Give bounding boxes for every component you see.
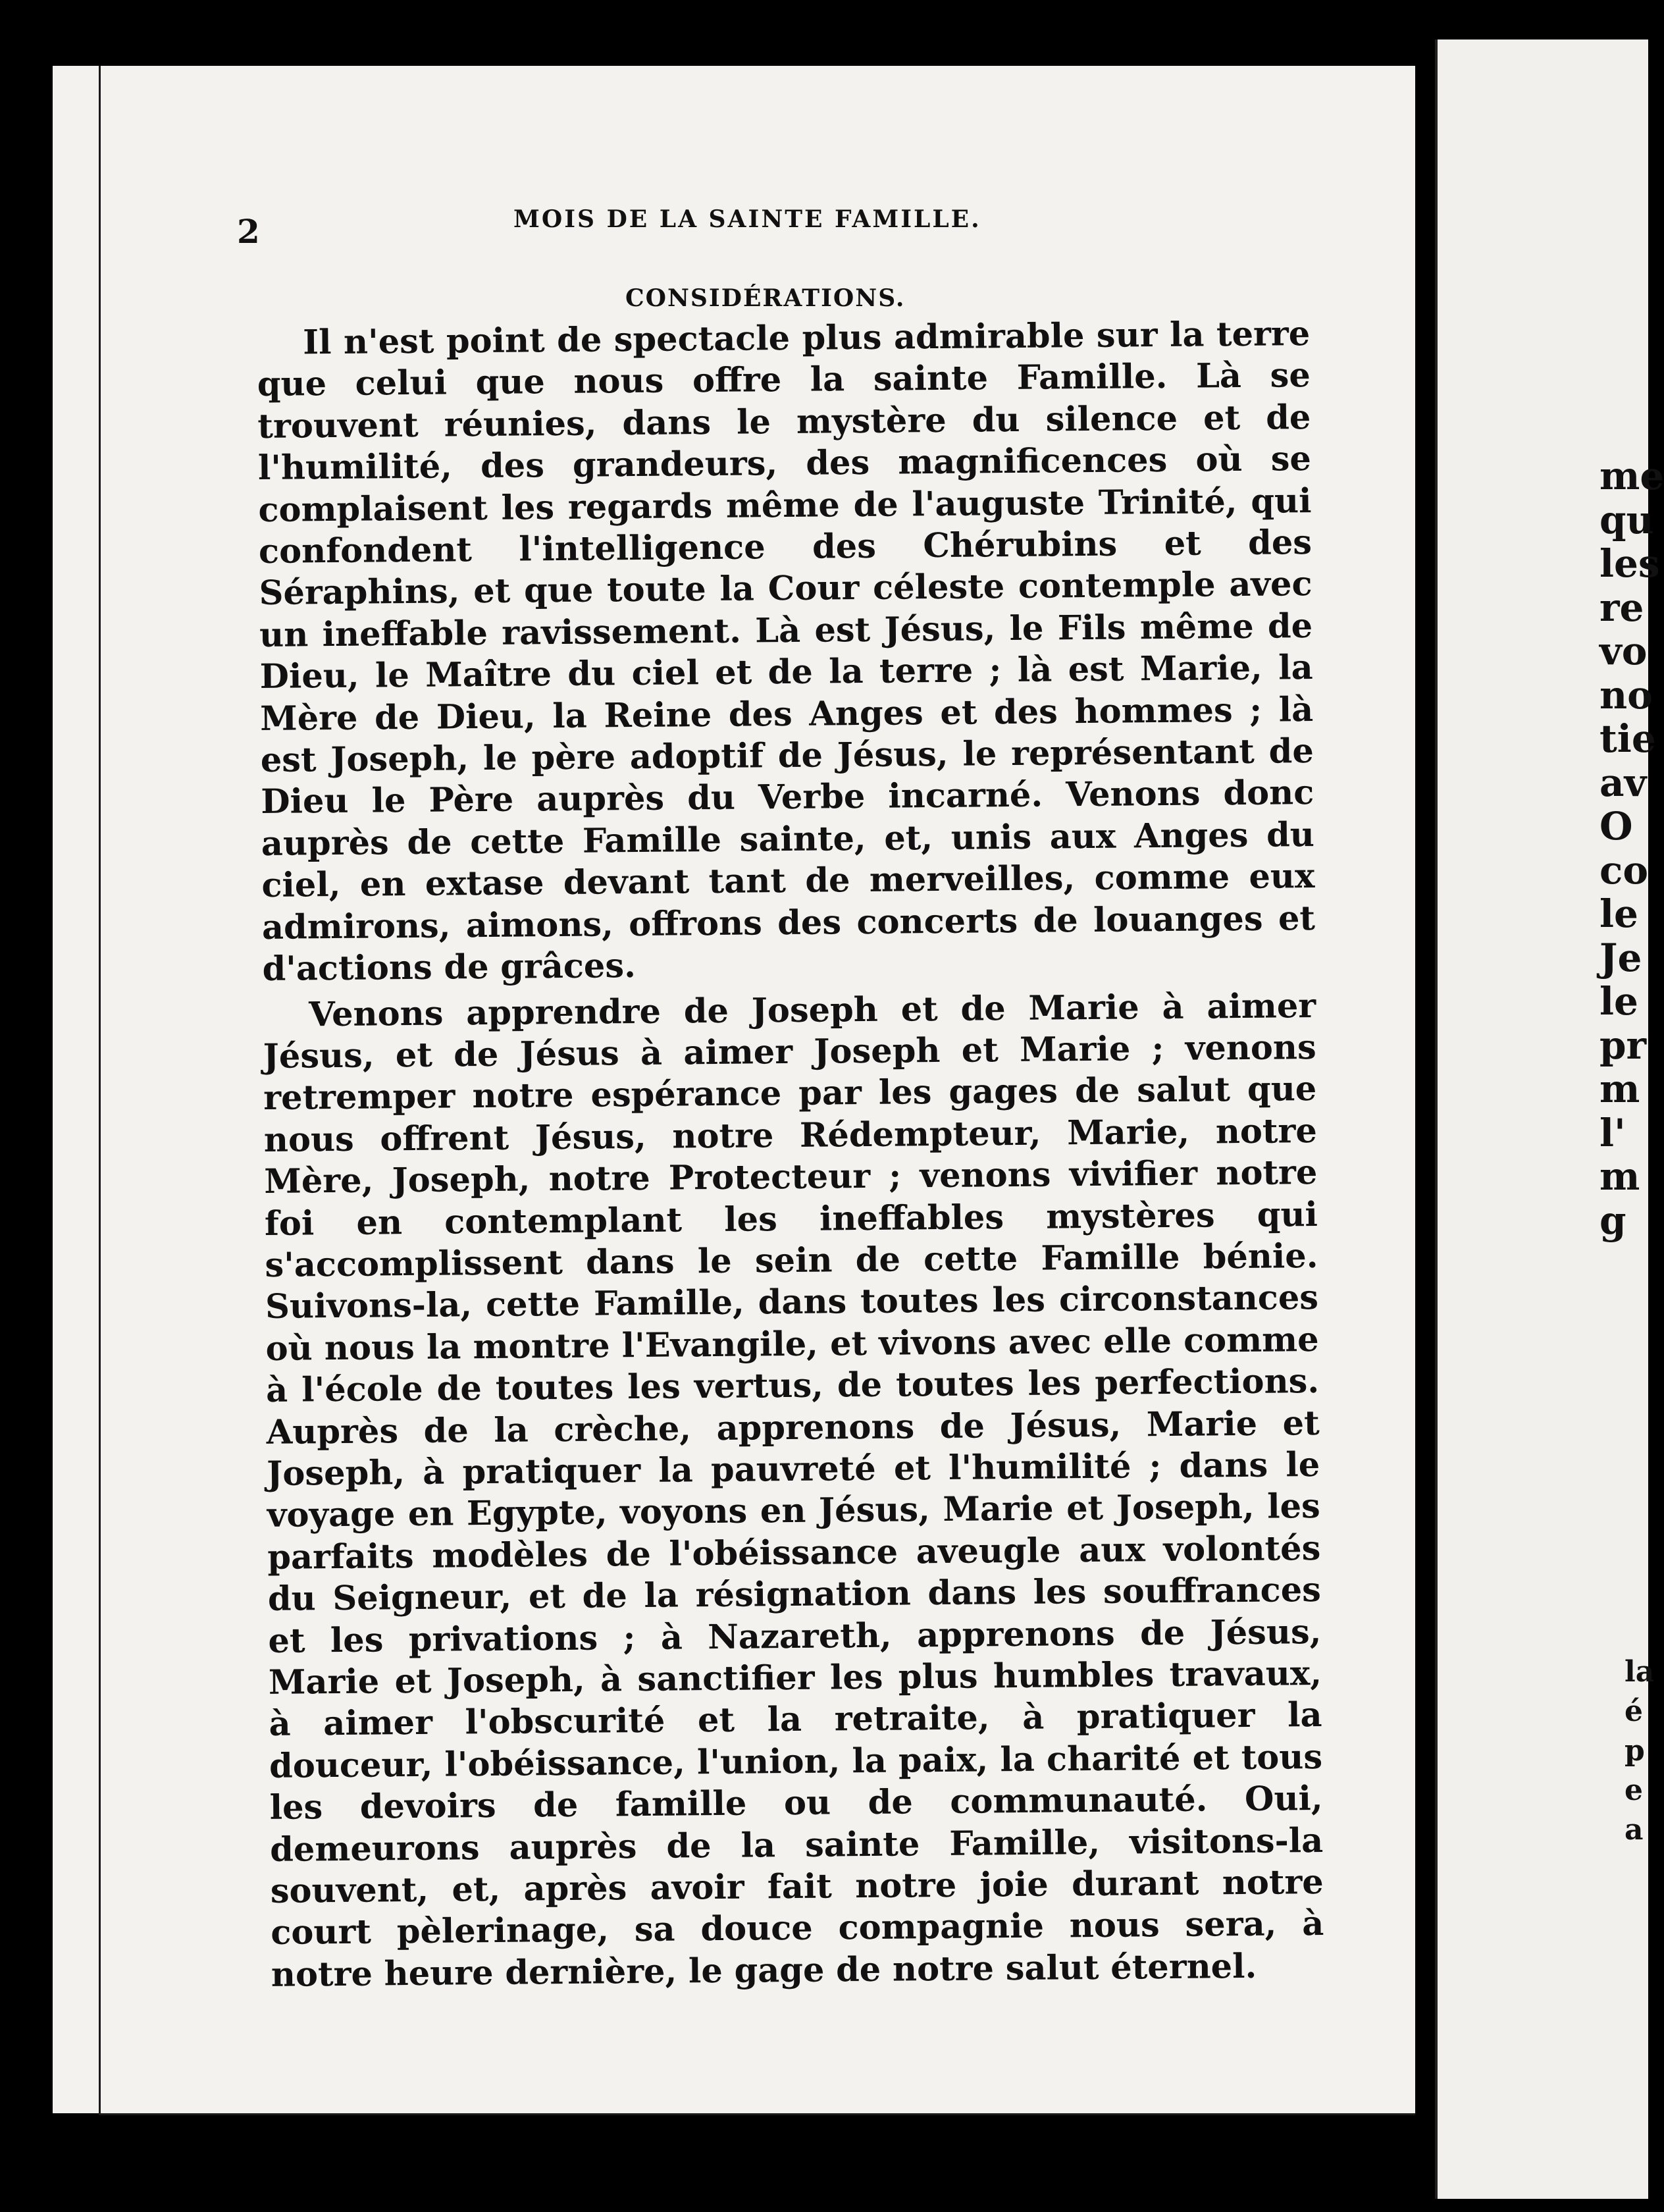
page-number: 2 <box>237 212 260 251</box>
body-text <box>257 313 1324 1996</box>
right-page-text-fragment: me qu les re vo no tie av O co le Je le pr m l' m g <box>1599 454 1664 1243</box>
book-gutter <box>1415 46 1435 2179</box>
running-header: MOIS DE LA SAINTE FAMILLE. <box>513 205 981 233</box>
right-page-text-fragment: la é p e a <box>1625 1655 1655 1847</box>
section-title: CONSIDÉRATIONS. <box>625 284 906 312</box>
paragraph: Il n'est point de spectacle plus admirable sur la terre que celui que nous offre la sainte Famille. Là se trouvent réunies, dans le mystère du silence et de l'humilité, des grandeurs, des magnificences où se complaisent les regards même de l'auguste Trinité, qui confondent l'intelligence des Chérubins et des Séraphins, et que toute la Cour céleste contemple avec un ineffable ravissement. Là est Jésus, le Fils même de Dieu, le Maître du ciel et de la terre ; là est Marie, la Mère de Dieu, la Reine des Anges et des hommes ; là est Joseph, le père adoptif de Jésus, le représentant de Dieu le Père auprès du Verbe incarné. Venons donc auprès de cette Famille sainte, et, unis aux Anges du ciel, en extase devant tant de merveilles, comme eux admirons, aimons, offrons des concerts de louanges et d'actions de grâces. <box>257 314 1316 989</box>
paragraph: Venons apprendre de Joseph et de Marie à aimer Jésus, et de Jésus à aimer Joseph et Marie ; venons retremper notre espérance par les gages de salut que nous offrent Jésus, notre Rédempteur, Marie, notre Mère, Joseph, notre Protecteur ; venons vivifier notre foi en contemplant les ineffables mystères qui s'accomplissent dans le sein de cette Famille bénie. Suivons-la, cette Famille, dans toutes les circonstances où nous la montre l'Evangile, et vivons avec elle comme à l'école de toutes les vertus, de toutes les perfections. Auprès de la crèche, apprenons de Jésus, Marie et Joseph, à pratiquer la pauvreté et l'humilité ; dans le voyage en Egypte, voyons en Jésus, Marie et Joseph, les parfaits modèles de l'obéissance aveugle aux volontés du Seigneur, et de la résignation dans les souffrances et les privations ; à Nazareth, apprenons de Jésus, Marie et Joseph, à sanctifier les plus humbles travaux, à aimer l'obscurité et la retraite, à pratiquer la douceur, l'obéissance, l'union, la paix, la charité et tous les devoirs de famille ou de communauté. Oui, demeurons auprès de la sainte Famille, visitons-la souvent, et, après avoir fait notre joie durant notre court pèlerinage, sa douce compagnie nous sera, à notre heure dernière, le gage de notre salut éternel. <box>263 986 1324 1995</box>
